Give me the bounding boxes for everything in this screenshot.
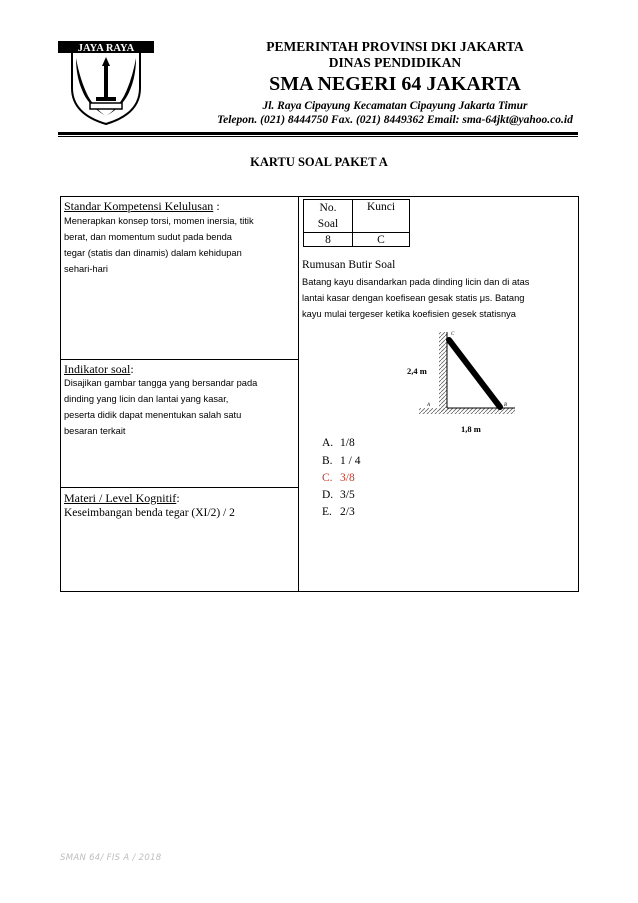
point-b-label: B xyxy=(504,403,508,408)
header-rule-thin xyxy=(58,136,578,137)
indicator-label: Indikator soal xyxy=(64,362,131,376)
option-a xyxy=(322,437,355,449)
indicator-line: Disajikan gambar tangga yang bersandar pada xyxy=(64,378,258,388)
kunci-header: Kunci xyxy=(353,200,410,233)
option-key: D. xyxy=(322,489,334,501)
skl-heading xyxy=(64,199,220,214)
row-divider-2 xyxy=(60,487,299,488)
no-soal-label-1: No. xyxy=(319,202,337,214)
indicator-text xyxy=(64,375,257,439)
option-d xyxy=(322,489,355,501)
height-label: 2,4 m xyxy=(407,366,427,376)
option-value: 3/5 xyxy=(340,489,355,501)
no-soal-value: 8 xyxy=(304,233,353,247)
no-soal-header xyxy=(304,200,353,233)
skl-text xyxy=(64,213,254,277)
width-label: 1,8 m xyxy=(461,424,481,434)
option-value: 1 / 4 xyxy=(340,455,361,467)
option-b xyxy=(322,455,360,467)
skl-line: berat, dan momentum sudut pada benda xyxy=(64,232,232,242)
point-c-label: C xyxy=(451,332,455,337)
question-text xyxy=(302,274,529,322)
column-divider xyxy=(298,196,299,592)
row-divider-1 xyxy=(60,359,299,360)
no-soal-label-2: Soal xyxy=(317,218,339,230)
department-name: DINAS PENDIDIKAN xyxy=(328,55,462,70)
option-key: A. xyxy=(322,437,334,449)
government-name: PEMERINTAH PROVINSI DKI JAKARTA xyxy=(266,39,524,54)
skl-label: Standar Kompetensi Kelulusan xyxy=(64,199,214,213)
indicator-line: dinding yang licin dan lantai yang kasar, xyxy=(64,394,229,404)
option-key: E. xyxy=(322,506,332,518)
indicator-line: besaran terkait xyxy=(64,426,126,436)
question-line: kayu mulai tergeser ketika koefisien gesek statisnya xyxy=(302,309,516,319)
option-e xyxy=(322,506,355,518)
skl-line: Menerapkan konsep torsi, momen inersia, titik xyxy=(64,216,254,226)
skl-colon: : xyxy=(213,199,220,213)
skl-line: sehari-hari xyxy=(64,264,108,274)
page-footer: SMAN 64/ FIS A / 2018 xyxy=(60,853,162,863)
logo-banner-text: JAYA RAYA xyxy=(77,43,135,54)
wall xyxy=(439,332,447,412)
ladder-beam xyxy=(449,340,500,407)
option-value: 1/8 xyxy=(340,437,355,449)
materi-value: Keseimbangan benda tegar (XI/2) / 2 xyxy=(64,507,235,519)
school-contact: Telepon. (021) 8444750 Fax. (021) 8449362 Email: sma-64jkt@yahoo.co.id xyxy=(217,114,573,126)
card-title: KARTU SOAL PAKET A xyxy=(250,155,388,169)
ladder-diagram xyxy=(405,328,517,438)
option-value: 3/8 xyxy=(340,472,355,484)
rumusan-label: Rumusan Butir Soal xyxy=(302,259,396,271)
kunci-value: C xyxy=(353,233,410,247)
point-a-label: A xyxy=(427,403,431,408)
school-address: Jl. Raya Cipayung Kecamatan Cipayung Jakarta Timur xyxy=(262,100,528,112)
school-name: SMA NEGERI 64 JAKARTA xyxy=(269,73,521,95)
option-key: B. xyxy=(322,455,333,467)
materi-heading xyxy=(64,491,180,506)
header-rule-thick xyxy=(58,132,578,135)
indicator-colon: : xyxy=(130,362,134,376)
option-key: C. xyxy=(322,472,333,484)
materi-label: Materi / Level Kognitif xyxy=(64,491,177,505)
skl-line: tegar (statis dan dinamis) dalam kehidupan xyxy=(64,248,242,258)
jaya-raya-logo xyxy=(58,40,154,126)
option-value: 2/3 xyxy=(340,506,355,518)
materi-colon: : xyxy=(176,491,180,505)
indicator-line: peserta didik dapat menentukan salah satu xyxy=(64,410,242,420)
question-line: Batang kayu disandarkan pada dinding licin dan di atas xyxy=(302,277,530,287)
option-c-correct xyxy=(322,472,355,484)
question-line: lantai kasar dengan koefisean gesak statis μs. Batang xyxy=(302,293,525,303)
number-key-table xyxy=(303,199,410,247)
